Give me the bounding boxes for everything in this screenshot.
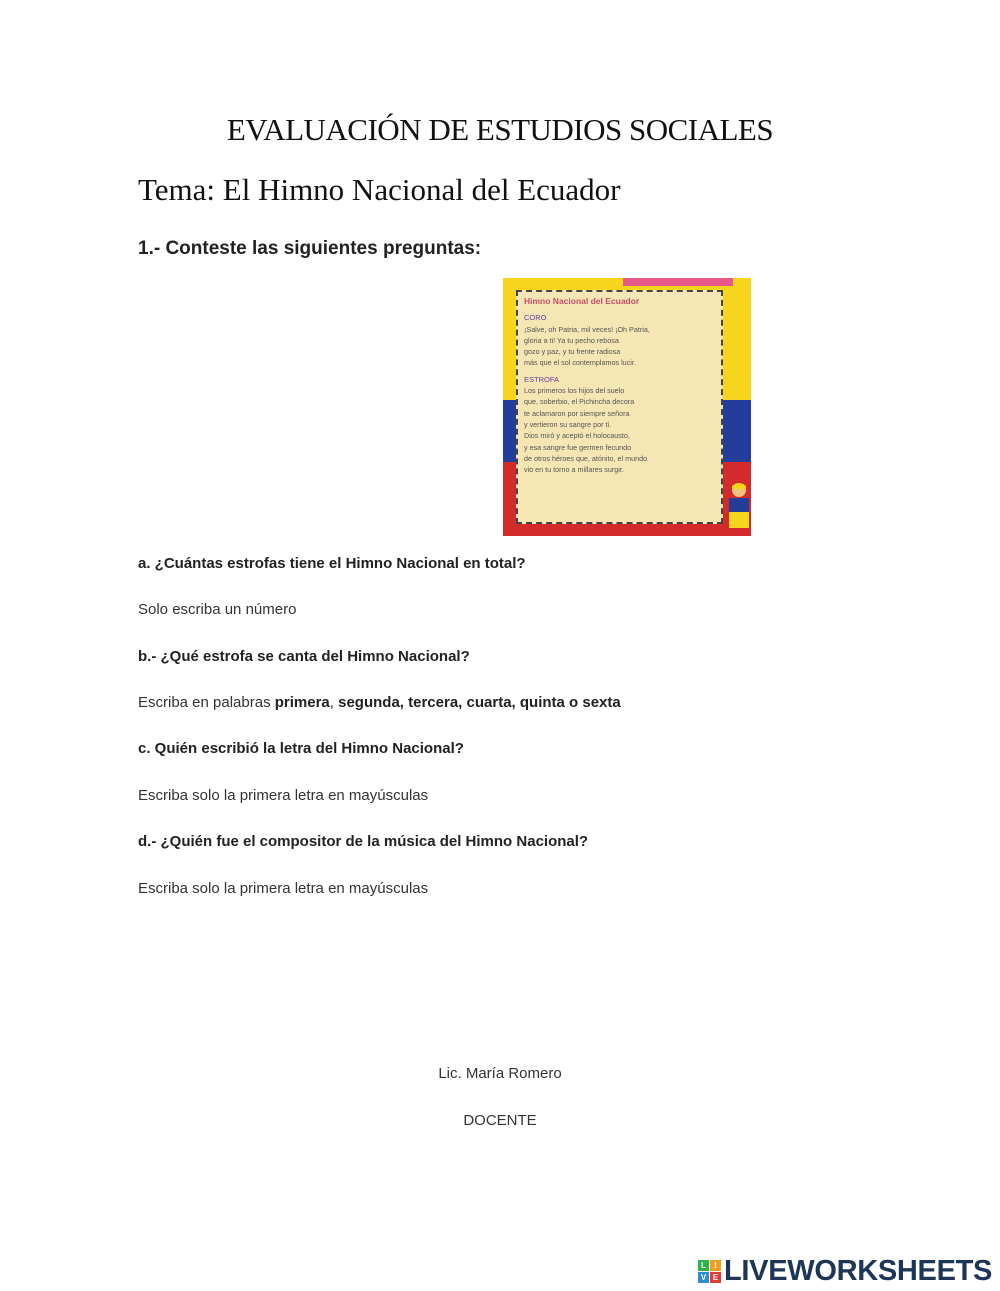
hint-a: Solo escriba un número [138, 601, 297, 618]
coro-line: más que el sol contemplamos lucir. [524, 358, 636, 368]
document-subtitle: Tema: El Himno Nacional del Ecuador [138, 172, 621, 207]
logo-icon [698, 1260, 721, 1283]
hint-b-prefix: Escriba en palabras [138, 694, 275, 711]
teacher-name: Lic. María Romero [438, 1065, 562, 1082]
estrofa-line: y esa sangre fue germen fecundo [524, 442, 632, 452]
question-b: b.- ¿Qué estrofa se canta del Himno Nacional? [138, 648, 470, 665]
estrofa-line: que, soberbio, el Pichincha decora [524, 397, 635, 407]
estrofa-heading: ESTROFA [524, 374, 560, 384]
hint-b [138, 694, 621, 711]
logo-icon-letter: E [710, 1272, 721, 1283]
question-a: a. ¿Cuántas estrofas tiene el Himno Nacional en total? [138, 555, 526, 572]
decorative-strip [623, 278, 733, 286]
hint-b-bold-primera: primera [274, 694, 330, 711]
hint-d: Escriba solo la primera letra en mayúsculas [138, 880, 429, 897]
coro-line: ¡Salve, oh Patria, mil veces! ¡Oh Patria, [524, 324, 650, 334]
question-d: d.- ¿Quién fue el compositor de la música del Himno Nacional? [138, 833, 589, 850]
hint-b-separator: , [329, 694, 339, 711]
logo-icon-letter: I [710, 1260, 721, 1271]
question-c: c. Quién escribió la letra del Himno Nacional? [138, 740, 464, 757]
coro-heading: CORO [524, 313, 547, 323]
logo-icon-letter: V [698, 1272, 709, 1283]
instruction-heading: 1.- Conteste las siguientes preguntas: [138, 238, 482, 259]
hint-c: Escriba solo la primera letra en mayúsculas [138, 787, 429, 804]
estrofa-line: vio en tu torno a millares surgir. [524, 465, 624, 475]
liveworksheets-logo [698, 1254, 992, 1288]
document-title: EVALUACIÓN DE ESTUDIOS SOCIALES [226, 112, 774, 147]
estrofa-line: te aclamaron por siempre señora [524, 408, 630, 418]
logo-text: LIVEWORKSHEETS [724, 1254, 993, 1287]
estrofa-line: y vertieron su sangre por ti. [524, 419, 612, 429]
anthem-panel-title: Himno Nacional del Ecuador [524, 296, 640, 306]
hint-b-bold-options: segunda, tercera, cuarta, quinta o sexta [338, 694, 621, 711]
teacher-role: DOCENTE [463, 1112, 537, 1129]
estrofa-line: Los primeros los hijos del suelo [524, 386, 625, 396]
coro-line: gloria a ti! Ya tu pecho rebosa [524, 335, 619, 345]
estrofa-line: de otros héroes que, atónito, el mundo [524, 453, 648, 463]
coro-line: gozo y paz, y tu frente radiosa [524, 347, 621, 357]
anthem-image [503, 278, 751, 536]
estrofa-line: Dios miró y aceptó el holocausto, [524, 431, 630, 441]
child-figure-icon [723, 480, 751, 528]
anthem-lyrics-panel [516, 290, 723, 524]
logo-icon-letter: L [698, 1260, 709, 1271]
